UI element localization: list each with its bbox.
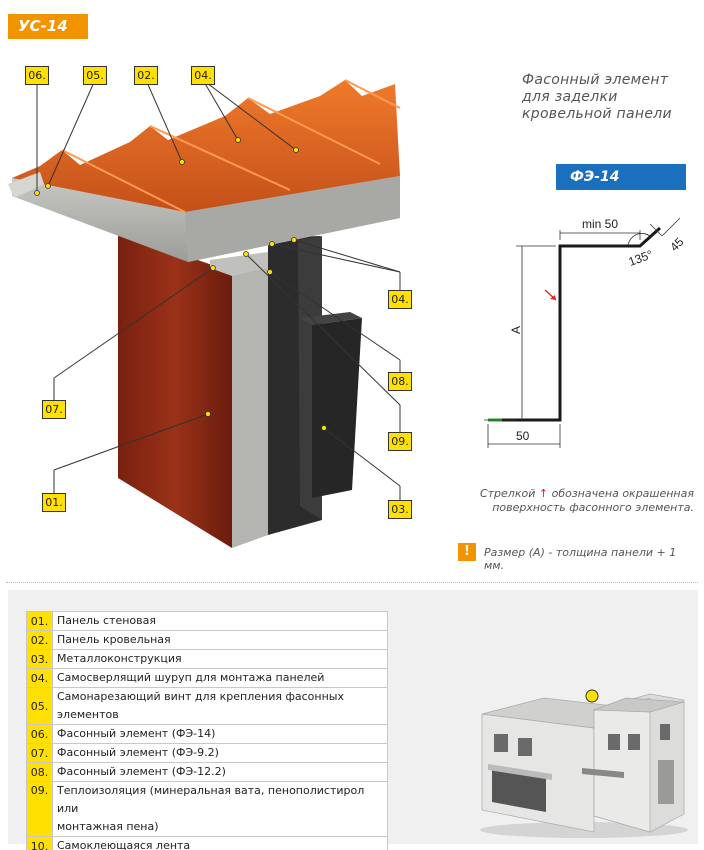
legend-text: Панель кровельная: [53, 631, 388, 650]
legend-num: 07.: [27, 744, 53, 763]
dim-50-label: 50: [516, 429, 530, 443]
legend-num: 08.: [27, 763, 53, 782]
legend-num: 04.: [27, 669, 53, 688]
legend-num: 09.: [27, 782, 53, 837]
legend-row: [27, 688, 388, 725]
dim-A-label: A: [509, 325, 523, 334]
callout-08: 08.: [388, 372, 412, 391]
legend-num: 05.: [27, 688, 53, 725]
arrow-note-line2: поверхность фасонного элемента.: [492, 501, 694, 514]
legend-row-cont: [27, 818, 388, 837]
legend-num: 01.: [27, 612, 53, 631]
legend-table: [26, 611, 388, 850]
callout-01: 01.: [42, 493, 66, 512]
dim-45-label: 45: [667, 234, 687, 255]
header-code-badge: УС-14: [8, 14, 88, 39]
building-illustration: [474, 684, 694, 840]
legend-text: Самонарезающий винт для крепления фасонных элементов: [53, 688, 388, 725]
arrow-note: [472, 487, 694, 515]
size-note: Размер (А) - толщина панели + 1 мм.: [484, 546, 677, 572]
arrow-note-end: обозначена окрашенная: [551, 487, 694, 500]
legend-row: [27, 744, 388, 763]
legend-row: [27, 725, 388, 744]
legend-text: Фасонный элемент (ФЭ-14): [53, 725, 388, 744]
callout-07: 07.: [42, 400, 66, 419]
legend-row: [27, 612, 388, 631]
legend-num: 02.: [27, 631, 53, 650]
legend-text: Самоклеющаяся лента: [53, 837, 388, 850]
dim-min50-label: min 50: [582, 217, 619, 231]
legend-row: [27, 782, 388, 819]
callout-04-top: 04.: [191, 66, 215, 85]
callout-03: 03.: [388, 500, 412, 519]
legend-row: [27, 650, 388, 669]
dim-angle-label: 135°: [626, 247, 655, 269]
legend-text: Металлоконструкция: [53, 650, 388, 669]
legend-text: Теплоизоляция (минеральная вата, пенополистирол или: [53, 782, 388, 819]
separator-line: [6, 582, 698, 583]
legend-text: Фасонный элемент (ФЭ-12.2): [53, 763, 388, 782]
product-code-badge: ФЭ-14: [556, 164, 686, 190]
legend-num: 06.: [27, 725, 53, 744]
callout-04-right: 04.: [388, 290, 412, 309]
legend-text: Фасонный элемент (ФЭ-9.2): [53, 744, 388, 763]
arrow-note-start: Стрелкой: [479, 487, 536, 500]
legend-text: Панель стеновая: [53, 612, 388, 631]
legend-text-cont: монтажная пена): [53, 818, 388, 837]
subtitle-line-2: для заделки: [522, 89, 618, 105]
callout-06: 06.: [25, 66, 49, 85]
legend-row: [27, 631, 388, 650]
red-arrow-up-icon: ↑: [538, 487, 549, 500]
legend-num: 10.: [27, 837, 53, 850]
legend-row: [27, 669, 388, 688]
legend-text: Самосверлящий шуруп для монтажа панелей: [53, 669, 388, 688]
legend-row: [27, 837, 388, 850]
callout-02: 02.: [134, 66, 158, 85]
legend-row: [27, 763, 388, 782]
callout-09: 09.: [388, 432, 412, 451]
legend-num: 03.: [27, 650, 53, 669]
subtitle-line-1: Фасонный элемент: [522, 72, 669, 88]
callout-05: 05.: [83, 66, 107, 85]
subtitle-line-3: кровельной панели: [522, 106, 672, 122]
warning-icon: !: [458, 543, 476, 561]
